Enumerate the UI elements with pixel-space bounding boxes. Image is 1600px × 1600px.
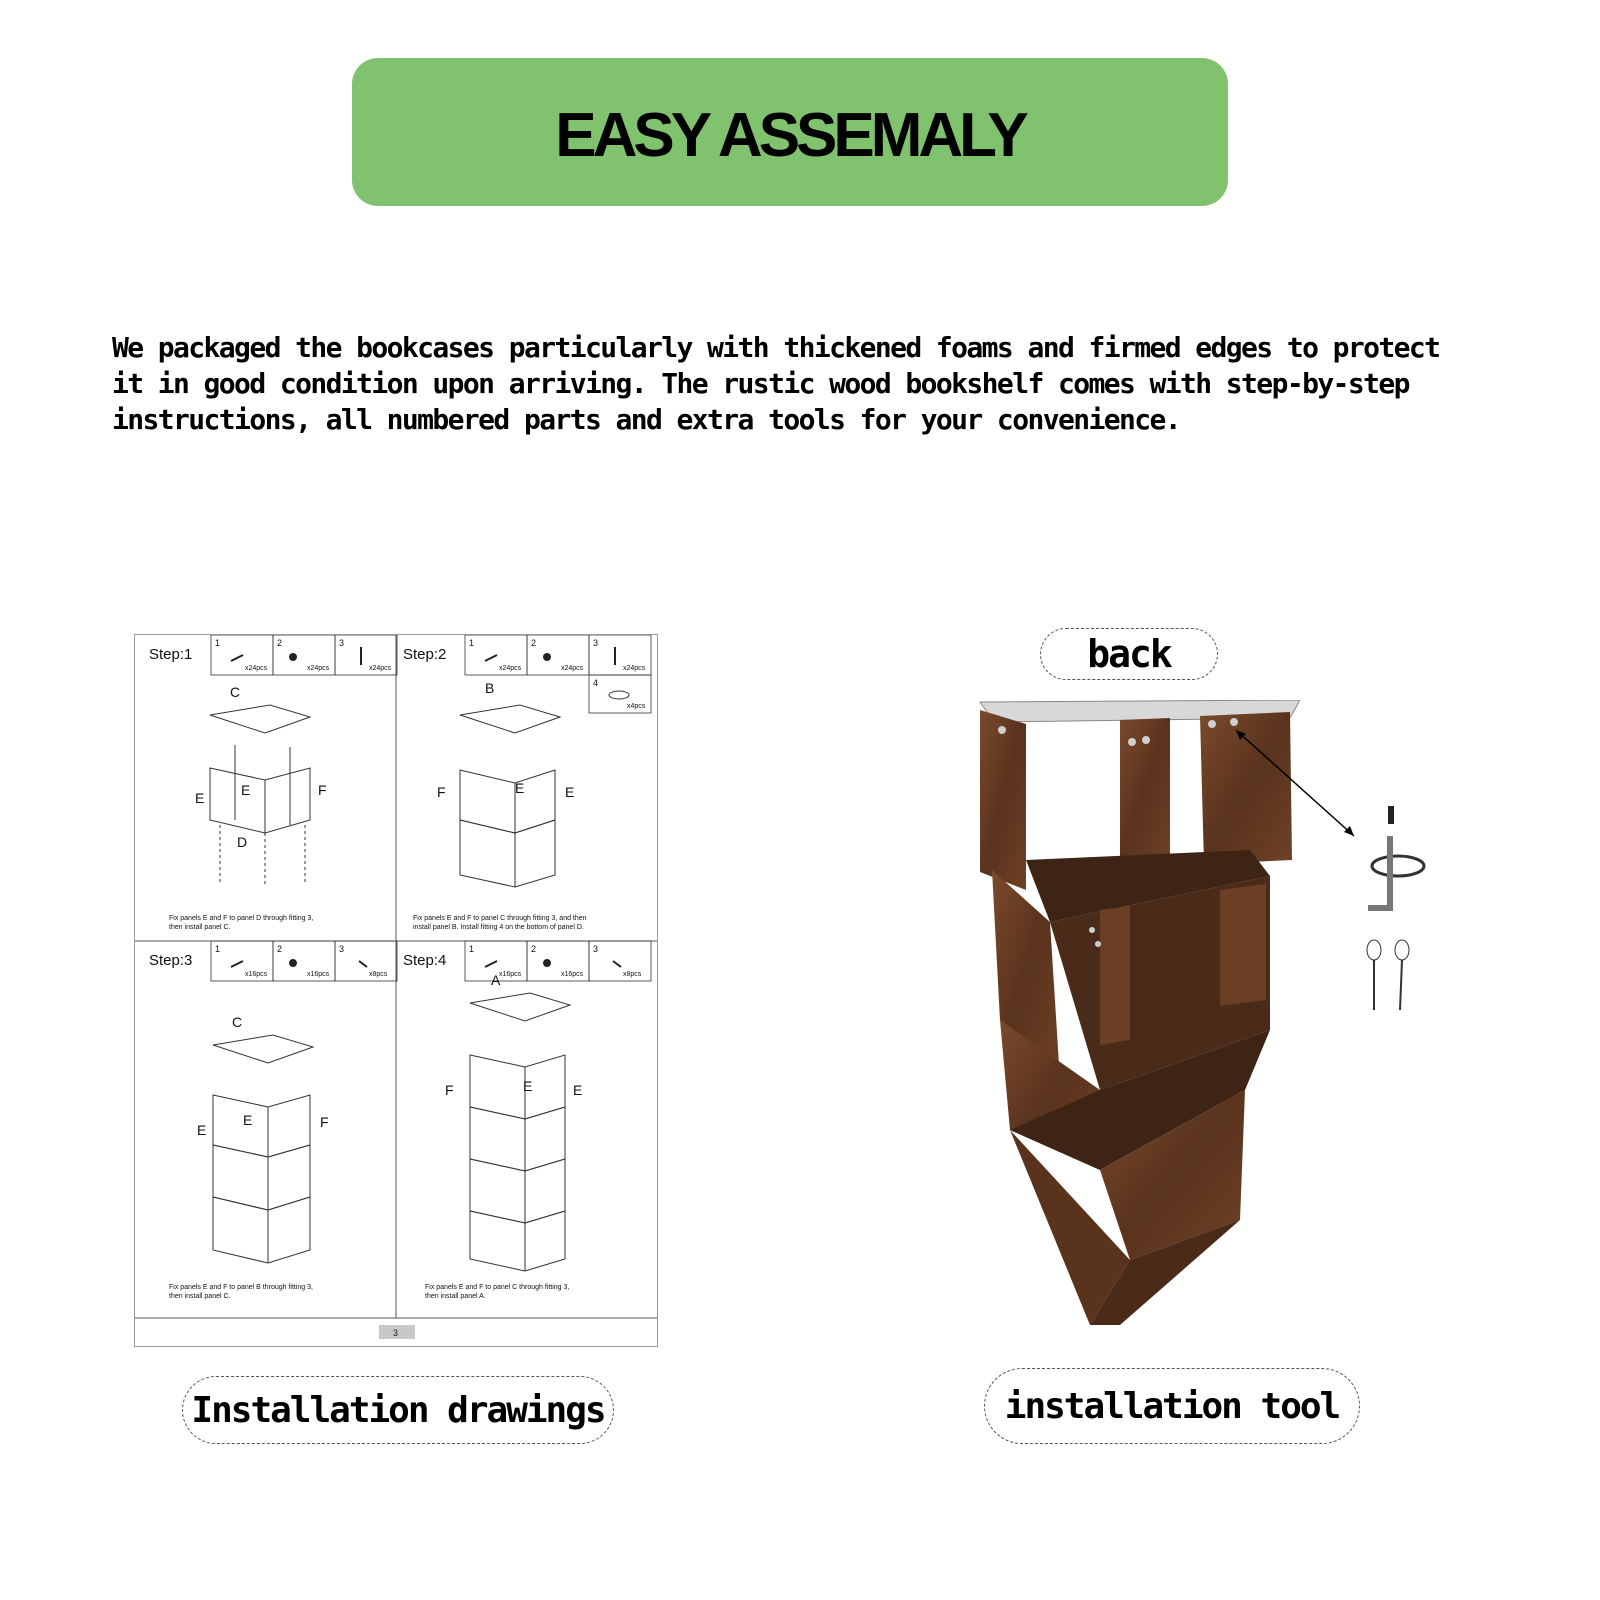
step-4-part-3-num: 3 — [593, 944, 599, 954]
step-2-label-e2: E — [515, 780, 525, 796]
step-1-label-c: C — [230, 684, 241, 700]
banner-title: EASY ASSEMALY — [555, 100, 1025, 170]
installation-manual-page — [134, 634, 658, 1347]
step-1-caption: Fix panels E and F to panel D through fitting 3, — [169, 915, 314, 922]
allen-key-icon — [1368, 806, 1424, 908]
step-1-part-2-qty: x24pcs — [307, 665, 330, 672]
step-3-panel — [149, 941, 397, 1300]
step-2-caption: Fix panels E and F to panel C through fitting 3, and then — [413, 915, 587, 922]
step-3-caption: Fix panels E and F to panel B through fitting 3, — [169, 1284, 313, 1291]
description-line: it in good condition upon arriving. The rustic wood bookshelf comes with step-by-step — [112, 367, 1409, 400]
step-4-panel — [403, 941, 651, 1300]
step-4-caption: then install panel A. — [425, 1293, 486, 1300]
bookshelf-photo — [970, 700, 1460, 1370]
step-2-part-2-qty: x24pcs — [561, 665, 584, 672]
step-2-caption: install panel B. Install fitting 4 on the bottom of panel D. — [413, 924, 584, 931]
step-4-part-3-qty: x8pcs — [623, 971, 642, 978]
step-3-label-e2: E — [243, 1112, 253, 1128]
installation-drawings-label: Installation drawings — [182, 1376, 614, 1444]
manual-drawing — [135, 635, 657, 1346]
step-4-label-e: E — [573, 1082, 583, 1098]
step-2-label-e: E — [565, 784, 575, 800]
step-3-label-f: F — [320, 1114, 329, 1130]
step-4-part-1-qty: x16pcs — [499, 971, 522, 978]
step-4-part-2-qty: x16pcs — [561, 971, 584, 978]
step-1-part-3-qty: x24pcs — [369, 665, 392, 672]
step-1-label-d: D — [237, 834, 248, 850]
step-1-label-e2: E — [241, 782, 251, 798]
step-4-label-e2: E — [523, 1078, 533, 1094]
step-2-title: Step:2 — [403, 646, 447, 663]
description-paragraph — [112, 330, 1512, 438]
step-1-panel — [149, 635, 397, 931]
step-1-title: Step:1 — [149, 646, 193, 663]
step-2-label-b: B — [485, 680, 495, 696]
step-3-label-e: E — [197, 1122, 207, 1138]
step-2-part-1-qty: x24pcs — [499, 665, 522, 672]
manual-page-number: 3 — [393, 1328, 399, 1338]
step-1-part-1-qty: x24pcs — [245, 665, 268, 672]
step-1-caption: then install panel C. — [169, 924, 231, 931]
step-2-label-f: F — [437, 784, 446, 800]
step-1-part-3-num: 3 — [339, 638, 345, 648]
step-2-part-4-num: 4 — [593, 678, 599, 688]
step-2-part-2-num: 2 — [531, 638, 537, 648]
step-4-caption: Fix panels E and F to panel C through fitting 3, — [425, 1284, 570, 1291]
step-1-part-1-num: 1 — [215, 638, 221, 648]
step-3-part-3-num: 3 — [339, 944, 345, 954]
step-3-part-1-qty: x16pcs — [245, 971, 268, 978]
installation-tool-label: installation tool — [984, 1368, 1360, 1444]
step-1-label-f: F — [318, 782, 327, 798]
step-2-part-3-num: 3 — [593, 638, 599, 648]
step-1-part-2-num: 2 — [277, 638, 283, 648]
step-4-label-f: F — [445, 1082, 454, 1098]
step-4-part-2-num: 2 — [531, 944, 537, 954]
step-3-label-c: C — [232, 1014, 243, 1030]
step-3-part-2-qty: x16pcs — [307, 971, 330, 978]
title-banner — [352, 58, 1228, 206]
step-2-part-1-num: 1 — [469, 638, 475, 648]
step-2-part-3-qty: x24pcs — [623, 665, 646, 672]
step-3-title: Step:3 — [149, 952, 193, 969]
step-2-part-4-qty: x4pcs — [627, 703, 646, 710]
bookshelf-illustration — [970, 700, 1460, 1370]
back-label: back — [1040, 628, 1218, 680]
step-3-part-1-num: 1 — [215, 944, 221, 954]
description-line: instructions, all numbered parts and extra tools for your convenience. — [112, 403, 1181, 436]
step-1-label-e: E — [195, 790, 205, 806]
step-3-caption: then install panel C. — [169, 1293, 231, 1300]
step-2-panel — [403, 635, 651, 931]
description-line: We packaged the bookcases particularly with thickened foams and firmed edges to protect — [112, 331, 1440, 364]
step-4-title: Step:4 — [403, 952, 447, 969]
screwdriver-icon — [1367, 940, 1409, 1010]
step-4-part-1-num: 1 — [469, 944, 475, 954]
step-3-part-2-num: 2 — [277, 944, 283, 954]
step-3-part-3-qty: x8pcs — [369, 971, 388, 978]
step-4-label-a: A — [491, 972, 501, 988]
